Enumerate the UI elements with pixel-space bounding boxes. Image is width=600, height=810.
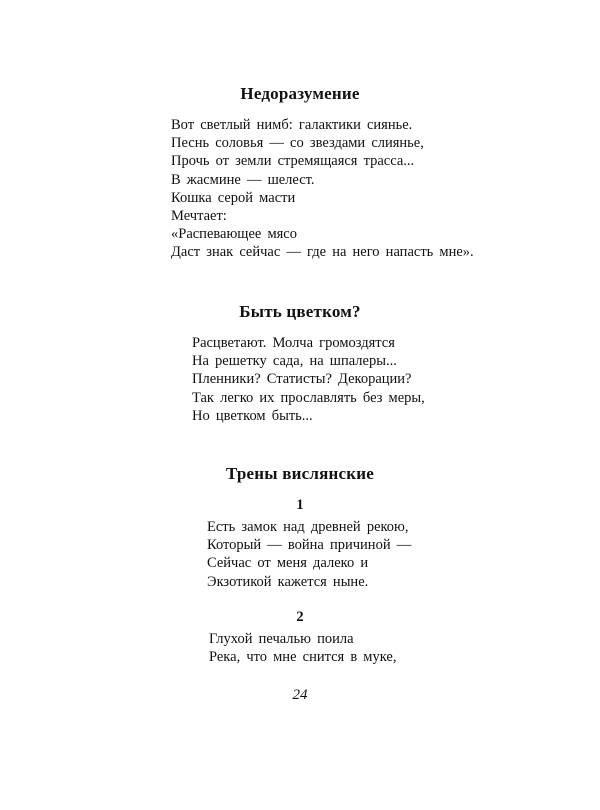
poem-stanza-treny-section-2 [209, 630, 396, 666]
poem-line: «Распевающее мясо [171, 226, 297, 243]
poem-line: Глухой печалью поила [209, 631, 354, 647]
poem-line: Песнь соловья — со звездами слиянье, [171, 135, 424, 152]
poem-line: Кошка серой масти [171, 189, 296, 206]
poem-line: Который — война причиной — [207, 537, 412, 554]
poem-line: Даст знак сейчас — где на него напасть мне». [171, 244, 474, 261]
poem-line: Сейчас от меня далеко и [207, 555, 369, 572]
poem-title-treny-vislyanskie: Трены вислянские [226, 464, 374, 483]
poem-line: Мечтает: [171, 208, 227, 225]
section-number-1: 1 [296, 497, 304, 513]
poem-line: Река, что мне снится в муке, [209, 649, 397, 666]
poem-line: Расцветают. Молча громоздятся [192, 335, 395, 351]
poem-line: Но цветком быть... [192, 407, 313, 424]
poem-title-nedorazumenie: Недоразумение [240, 84, 360, 103]
poem-stanza-treny-section-1 [207, 518, 411, 591]
poem-line: Так легко их прославлять без меры, [192, 389, 425, 406]
page-number: 24 [292, 687, 308, 703]
poem-line: На решетку сада, на шпалеры... [192, 353, 397, 370]
poem-line: Прочь от земли стремящаяся трасса... [171, 153, 415, 170]
section-number-2: 2 [296, 609, 304, 625]
poem-stanza-nedorazumenie [171, 116, 474, 262]
poem-line: Вот светлый нимб: галактики сиянье. [171, 117, 413, 133]
poem-line: Пленники? Статисты? Декорации? [192, 371, 412, 388]
poem-line: В жасмине — шелест. [171, 171, 315, 188]
poem-title-byt-cvetkom: Быть цветком? [239, 302, 361, 321]
poem-line: Есть замок над древней рекою, [207, 519, 409, 535]
poem-stanza-byt-cvetkom [192, 334, 425, 425]
poem-line: Экзотикой кажется ныне. [207, 573, 369, 590]
